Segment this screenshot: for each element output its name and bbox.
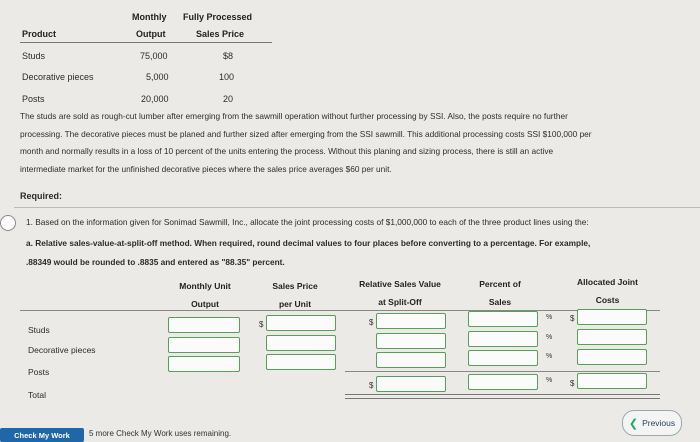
- posts-allocated-input[interactable]: [577, 349, 647, 365]
- header-monthly-l1: Monthly: [132, 12, 167, 22]
- header-monthly-l2: Output: [136, 29, 166, 39]
- studs-percent-input[interactable]: [468, 311, 538, 327]
- question-arrow-icon: [0, 215, 16, 231]
- decorative-price-input[interactable]: [266, 335, 336, 351]
- answer-header-rule: [20, 310, 660, 311]
- col-header-line: Sales Price: [272, 281, 318, 291]
- answer-row-label: Posts: [28, 367, 50, 377]
- col-header-line: Allocated Joint: [577, 277, 638, 287]
- header-price-l2: Sales Price: [196, 29, 245, 39]
- posts-relative-value-input[interactable]: [376, 352, 446, 368]
- row-product: Posts: [22, 94, 45, 104]
- answer-row-label: Total: [28, 390, 46, 400]
- col-header-relative-sales-value: [345, 279, 455, 307]
- percent-sign: %: [546, 353, 553, 360]
- dollar-sign: $: [570, 314, 575, 323]
- row-output: 5,000: [146, 72, 169, 82]
- studs-price-input[interactable]: [266, 315, 336, 331]
- studs-allocated-input[interactable]: [577, 309, 647, 325]
- header-rule: [20, 42, 272, 43]
- dollar-sign: $: [570, 379, 575, 388]
- total-double-rule: [345, 394, 660, 399]
- decorative-output-input[interactable]: [168, 337, 240, 353]
- posts-percent-input[interactable]: [468, 350, 538, 366]
- col-header-percent-sales: [460, 279, 540, 307]
- col-header-line: Output: [191, 299, 219, 309]
- paragraph-line: month and normally results in a loss of 10 percent of the units entering the process. Without this planing and sizing process, there is still an active: [20, 146, 554, 156]
- total-percent-input[interactable]: [468, 374, 538, 390]
- posts-output-input[interactable]: [168, 356, 240, 372]
- row-price: $8: [223, 51, 234, 61]
- col-header-line: Sales: [488, 297, 512, 307]
- studs-output-input[interactable]: [168, 317, 240, 333]
- header-product: Product: [22, 29, 57, 39]
- row-output: 20,000: [141, 94, 169, 104]
- total-rule: [345, 371, 660, 372]
- paragraph-line: intermediate market for the unfinished decorative pieces where the sales price averages $60 per unit.: [20, 163, 392, 174]
- dollar-sign: $: [369, 318, 374, 327]
- col-header-line: per Unit: [278, 299, 312, 309]
- col-header-line: at Split-Off: [378, 297, 422, 307]
- required-label: Required:: [20, 191, 63, 201]
- header-price-l1: Fully Processed: [183, 12, 253, 22]
- col-header-allocated-costs: [560, 277, 655, 305]
- chevron-left-icon: ❮: [628, 417, 639, 430]
- question-text: 1. Based on the information given for Sonimad Sawmill, Inc., allocate the joint processing costs of $1,000,000 to each of the three product lines using the:: [26, 217, 589, 227]
- dollar-sign: $: [369, 381, 374, 390]
- row-product: Studs: [22, 51, 46, 61]
- dollar-sign: $: [259, 320, 264, 329]
- decorative-percent-input[interactable]: [468, 331, 538, 347]
- col-header-line: Relative Sales Value: [359, 279, 441, 289]
- check-my-work-button[interactable]: Check My Work: [0, 428, 84, 442]
- decorative-allocated-input[interactable]: [577, 329, 647, 345]
- paragraph-line: The studs are sold as rough-cut lumber after emerging from the sawmill operation without further processing by SSI. Also, the posts require no further: [20, 111, 568, 121]
- percent-sign: %: [546, 334, 553, 341]
- answer-row-label: Decorative pieces: [28, 345, 96, 355]
- col-header-line: Costs: [595, 295, 620, 305]
- row-product: Decorative pieces: [22, 72, 94, 82]
- percent-sign: %: [546, 314, 553, 321]
- row-price: 20: [223, 94, 234, 104]
- part-a-line: .88349 would be rounded to .8835 and entered as "88.35" percent.: [26, 257, 285, 267]
- percent-sign: %: [546, 377, 553, 384]
- posts-price-input[interactable]: [266, 354, 336, 370]
- col-header-monthly-output: [160, 281, 250, 309]
- studs-relative-value-input[interactable]: [376, 313, 446, 329]
- total-relative-value-input[interactable]: [376, 376, 446, 392]
- previous-button[interactable]: [622, 410, 682, 436]
- remaining-uses-text: 5 more Check My Work uses remaining.: [89, 429, 232, 438]
- row-price: 100: [219, 72, 235, 82]
- part-a-line: a. Relative sales-value-at-split-off method. When required, round decimal values to four places before converting to a percentage. For example,: [26, 238, 591, 248]
- decorative-relative-value-input[interactable]: [376, 333, 446, 349]
- answer-row-label: Studs: [28, 325, 50, 335]
- row-output: 75,000: [140, 51, 168, 61]
- col-header-sales-price: [255, 281, 335, 309]
- col-header-line: Monthly Unit: [179, 281, 231, 291]
- col-header-line: Percent of: [479, 279, 521, 289]
- total-allocated-input[interactable]: [577, 373, 647, 389]
- previous-label: Previous: [642, 418, 676, 428]
- problem-paragraph: [20, 108, 690, 178]
- paragraph-line: processing. The decorative pieces must be planed and further sized after emerging from the SSI sawmill. This additional processing costs SSI $100,000 per: [20, 128, 592, 139]
